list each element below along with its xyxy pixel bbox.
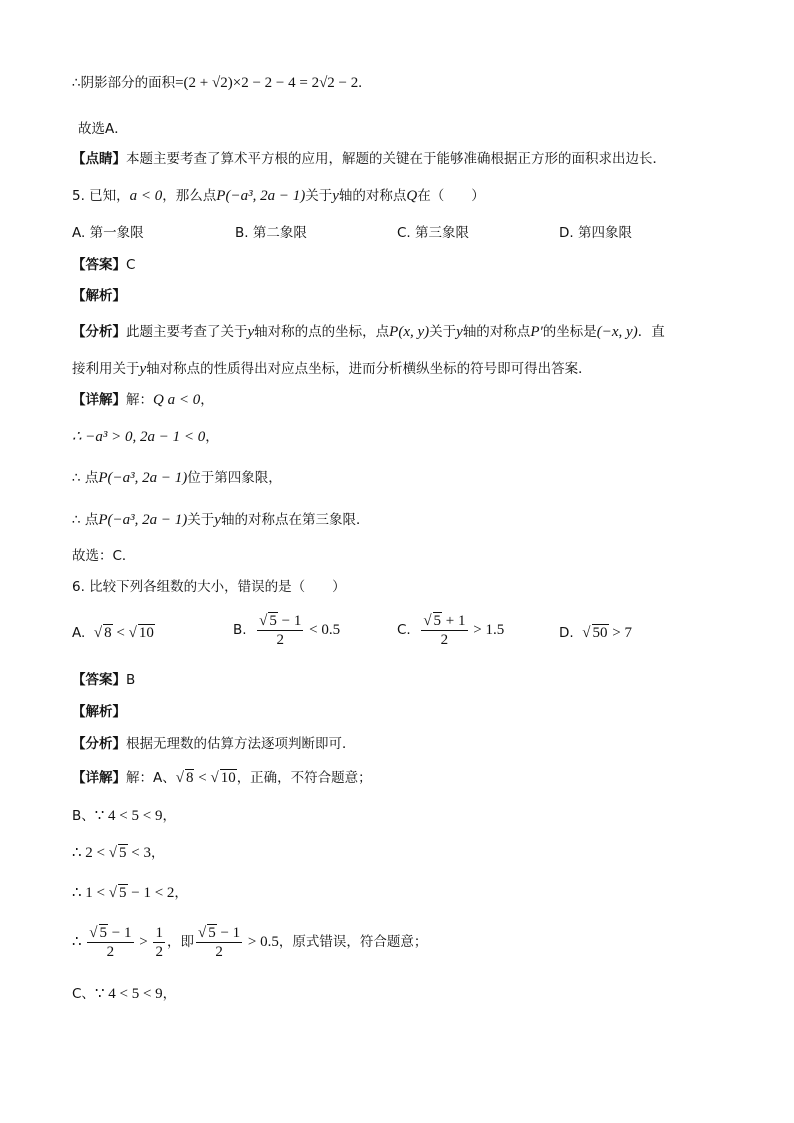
option-label: D.	[559, 625, 574, 641]
formula: ∵ 4 < 5 < 9	[94, 986, 163, 1002]
formula: ∴ 2 < √ 5 < 3	[72, 845, 151, 861]
q5-option-d: D. 第四象限	[559, 225, 632, 241]
text: ，正确，不符合题意；	[236, 770, 372, 786]
analysis-5-line2	[72, 358, 592, 380]
point: P(−a³, 2a − 1)	[216, 188, 306, 204]
detail-6-b2	[72, 842, 164, 864]
analysis-heading-6: 【解析】	[72, 704, 126, 720]
text: 轴对称点的性质得出对应点坐标，进而分析横纵坐标的符号即可得出答案．	[146, 361, 592, 377]
detail-5-line2	[72, 426, 219, 448]
tip-text: 本题主要考查了算术平方根的应用，解题的关键在于能够准确根据正方形的面积求出边长．	[126, 151, 666, 167]
detail-label: 【详解】	[72, 770, 126, 786]
numerator: 1	[155, 925, 163, 941]
text: ，	[174, 885, 188, 901]
denominator: 2	[106, 944, 115, 960]
var-y: y	[456, 324, 463, 340]
question-number: 6.	[72, 579, 90, 595]
denominator: 2	[155, 944, 163, 960]
formula: √ 50 > 7	[582, 625, 632, 641]
numerator-rest: + 1	[442, 613, 466, 629]
q6-option-d	[559, 622, 632, 644]
part: ∴ 1 <	[72, 885, 109, 901]
q5-option-a: A. 第一象限	[72, 225, 144, 241]
numerator-rest: − 1	[277, 613, 302, 629]
analysis-label: 【分析】	[72, 736, 126, 752]
text: 根据无理数的估算方法逐项判断即可．	[126, 736, 356, 752]
detail-6-b1	[72, 805, 176, 827]
choose-a-line: 故选A．	[78, 121, 128, 137]
answer-value: B	[126, 672, 136, 688]
text: 此题主要考查了关于	[126, 324, 248, 340]
text: 轴的对称点	[462, 324, 531, 340]
text: 的坐标是	[542, 324, 597, 340]
analysis-5-line1	[72, 321, 665, 343]
radicand: 10	[220, 770, 236, 786]
numerator-rest: − 1	[216, 925, 241, 941]
text: 比较下列各组数的大小，错误的是（ ）	[89, 579, 346, 595]
detail-5-line3	[72, 467, 282, 489]
text: 轴对称的点的坐标，点	[254, 324, 390, 340]
comparison: > 1.5	[469, 621, 505, 638]
formula: √ 8 < √ 10	[93, 625, 154, 641]
formula: $\frac{√ 5 - 1}{2}$ > 0.5	[197, 925, 279, 960]
question-6	[72, 576, 346, 598]
detail-5-conclusion: 故选：C．	[72, 548, 136, 564]
option-label: C.	[397, 621, 411, 638]
analysis-label: 【分析】	[72, 324, 126, 340]
tip-line	[72, 148, 666, 170]
radicand: 8	[185, 770, 194, 786]
formula: ∴ 1 < √ 5 − 1 < 2	[72, 885, 175, 901]
answer-6	[72, 669, 135, 691]
text: ∴ 点	[72, 470, 99, 486]
radicand: 5	[119, 885, 127, 901]
answer-5	[72, 254, 135, 276]
op: >	[135, 933, 152, 950]
detail-5-line4	[72, 509, 369, 531]
text: ，	[162, 808, 176, 824]
detail-label: 【详解】	[72, 392, 126, 408]
text: B、	[72, 808, 95, 824]
var-q: Q	[406, 188, 418, 204]
point: P(−a³, 2a − 1)	[98, 512, 188, 528]
q6-option-b	[233, 612, 340, 649]
formula: Q a < 0	[153, 392, 201, 408]
op: <	[112, 625, 129, 641]
detail-6-b4	[72, 924, 427, 961]
part: ∴	[72, 933, 86, 950]
text: 关于	[187, 512, 215, 528]
text: ，	[162, 986, 177, 1002]
detail-6-line1	[72, 767, 372, 789]
part: − 1 < 2	[127, 885, 175, 901]
var-y: y	[332, 188, 339, 204]
part: ∴ 2 <	[72, 845, 109, 861]
radicand: 10	[138, 625, 154, 641]
radicand: 8	[104, 625, 112, 641]
formula: $\frac{√ 5 - 1}{2}$ < 0.5	[259, 613, 341, 648]
text: C、	[72, 986, 95, 1002]
answer-label: 【答案】	[72, 257, 126, 273]
comparison: > 0.5	[244, 933, 279, 950]
text: ，	[205, 429, 219, 445]
text: ，	[150, 845, 165, 861]
var-y: y	[139, 361, 147, 377]
text: ∴阴影部分的面积	[72, 75, 176, 91]
text: ，那么点	[162, 188, 217, 204]
option-label: B.	[233, 621, 247, 638]
numerator-rest: − 1	[108, 925, 132, 941]
text: ，即	[166, 933, 194, 950]
formula: ∵ 4 < 5 < 9	[94, 808, 163, 824]
radicand: 5	[119, 845, 127, 861]
text: 已知，	[89, 188, 130, 204]
detail-5-line1	[72, 389, 214, 411]
radicand: 5	[433, 613, 442, 629]
condition: a < 0	[129, 188, 163, 204]
question-5	[72, 185, 485, 207]
question-number: 5.	[72, 188, 90, 204]
comparison: < 0.5	[305, 621, 341, 638]
answer-value: C	[126, 257, 136, 273]
text: 解：A、	[126, 770, 176, 786]
option-label: A.	[72, 625, 86, 641]
formula: =(2 + √2)×2 − 2 − 4 = 2√2 − 2.	[175, 75, 363, 91]
text: 在（ ）	[417, 188, 485, 204]
radicand: 5	[269, 613, 277, 629]
formula: $\frac{√ 5 + 1}{2}$ > 1.5	[423, 613, 505, 648]
op: <	[194, 770, 211, 786]
analysis-6	[72, 733, 356, 755]
var-y: y	[214, 512, 221, 528]
text: ．直	[637, 324, 665, 340]
part: < 3	[127, 845, 151, 861]
q6-option-a	[72, 622, 155, 644]
coord: (−x, y)	[596, 324, 638, 340]
text: 轴的对称点	[338, 188, 407, 204]
formula: ∴ $\frac{√ 5 - 1}{2}$ > $\frac{1}{2}$	[72, 925, 163, 960]
detail-6-b3	[72, 882, 188, 904]
text: 接利用关于	[72, 361, 140, 377]
q5-option-c: C. 第三象限	[397, 225, 470, 241]
formula: √ 8 < √ 10	[175, 770, 236, 786]
text: 关于	[429, 324, 457, 340]
shaded-area-line	[72, 72, 362, 94]
comparison: > 7	[608, 625, 632, 641]
point: P(−a³, 2a − 1)	[98, 470, 188, 486]
answer-label: 【答案】	[72, 672, 126, 688]
radicand: 5	[99, 925, 108, 941]
point: P(x, y)	[389, 324, 430, 340]
denominator: 2	[440, 632, 449, 648]
text: ∴ 点	[72, 512, 99, 528]
formula: ∴ −a³ > 0, 2a − 1 < 0	[72, 429, 206, 445]
text: ，原式错误，符合题意；	[278, 933, 428, 950]
text: 位于第四象限，	[187, 470, 282, 486]
q5-option-b: B. 第二象限	[235, 225, 307, 241]
denominator: 2	[276, 632, 284, 648]
detail-6-c1	[72, 983, 176, 1005]
text: 轴的对称点在第三象限．	[220, 512, 370, 528]
var-y: y	[247, 324, 255, 340]
analysis-heading-5: 【解析】	[72, 288, 126, 304]
radicand: 50	[592, 625, 608, 641]
radicand: 5	[208, 925, 216, 941]
denominator: 2	[215, 944, 223, 960]
tip-label: 【点睛】	[72, 151, 126, 167]
point-prime: P′	[530, 324, 543, 340]
text: 解：	[126, 392, 153, 408]
text: 关于	[305, 188, 333, 204]
q6-option-c	[397, 612, 504, 649]
text: ，	[200, 392, 214, 408]
